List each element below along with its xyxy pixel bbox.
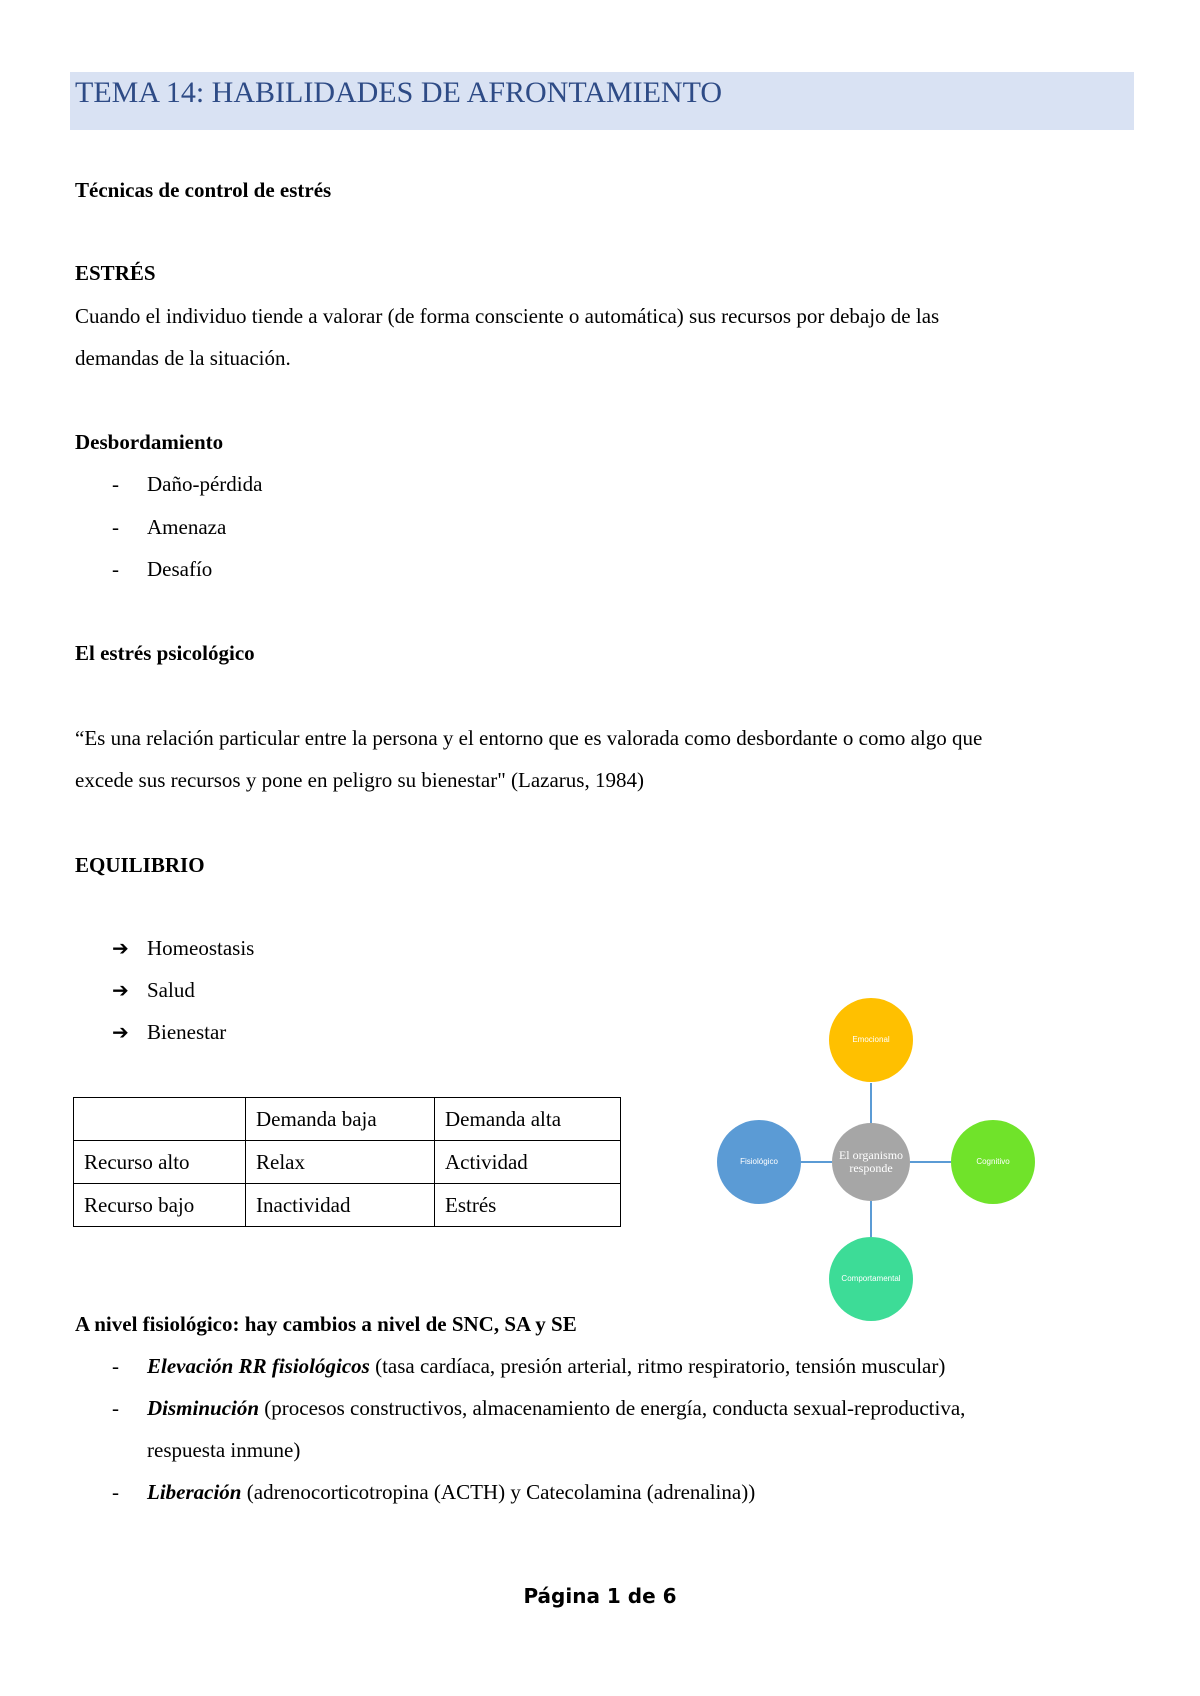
list-item [147,1356,945,1377]
list-dash: - [112,1396,119,1420]
term-detail-continued: respuesta inmune) [147,1438,301,1462]
table-cell: Demanda alta [435,1098,621,1141]
list-dash: - [112,515,119,539]
comportamental-node: Comportamental [829,1237,913,1321]
term-label: Liberación [147,1480,242,1504]
estres-heading: ESTRÉS [75,261,156,285]
page-title: TEMA 14: HABILIDADES DE AFRONTAMIENTO [75,76,723,109]
list-item: Amenaza [147,515,227,539]
table-cell: Recurso alto [74,1141,246,1184]
term-label: Elevación RR fisiológicos [147,1354,370,1378]
page-number: Página 1 de 6 [523,1584,677,1608]
center-node: El organismo responde [832,1123,910,1201]
arrow-icon: ➔ [112,1020,129,1044]
list-dash: - [112,472,119,496]
psicologico-heading: El estrés psicológico [75,641,255,665]
list-item [147,1482,755,1503]
term-label: Disminución [147,1396,260,1420]
table-cell: Relax [246,1141,435,1184]
list-item: Salud [147,978,195,1002]
list-item: Desafío [147,557,213,581]
fisiologico-heading: A nivel fisiológico: hay cambios a nivel de SNC, SA y SE [75,1312,577,1336]
estres-text-line2: demandas de la situación. [75,346,291,370]
list-item: Bienestar [147,1020,227,1044]
list-item [147,1398,965,1419]
estres-text-line1: Cuando el individuo tiende a valorar (de forma consciente o automática) sus recursos por debajo de las [75,304,940,328]
quote-line2: excede sus recursos y pone en peligro su bienestar" (Lazarus, 1984) [75,768,644,792]
term-detail: (tasa cardíaca, presión arterial, ritmo respiratorio, tensión muscular) [369,1354,946,1378]
table-cell: Inactividad [246,1184,435,1227]
table-cell: Recurso bajo [74,1184,246,1227]
quote-line1: “Es una relación particular entre la persona y el entorno que es valorada como desbordante o como algo que [75,726,983,750]
arrow-icon: ➔ [112,936,129,960]
table-cell: Demanda baja [246,1098,435,1141]
table-cell: Estrés [435,1184,621,1227]
table-cell: Actividad [435,1141,621,1184]
list-dash: - [112,557,119,581]
desbordamiento-heading: Desbordamiento [75,430,224,454]
list-item: Daño-pérdida [147,472,263,496]
list-dash: - [112,1354,119,1378]
list-dash: - [112,1480,119,1504]
list-item: Homeostasis [147,936,255,960]
cognitivo-node: Cognitivo [951,1120,1035,1204]
fisiologico-node: Fisiológico [717,1120,801,1204]
emocional-node: Emocional [829,998,913,1082]
equilibrio-heading: EQUILIBRIO [75,853,205,877]
term-detail: (procesos constructivos, almacenamiento de energía, conducta sexual-reproductiva, [259,1396,966,1420]
term-detail: (adrenocorticotropina (ACTH) y Catecolamina (adrenalina)) [241,1480,756,1504]
section-heading: Técnicas de control de estrés [75,178,332,202]
arrow-icon: ➔ [112,978,129,1002]
